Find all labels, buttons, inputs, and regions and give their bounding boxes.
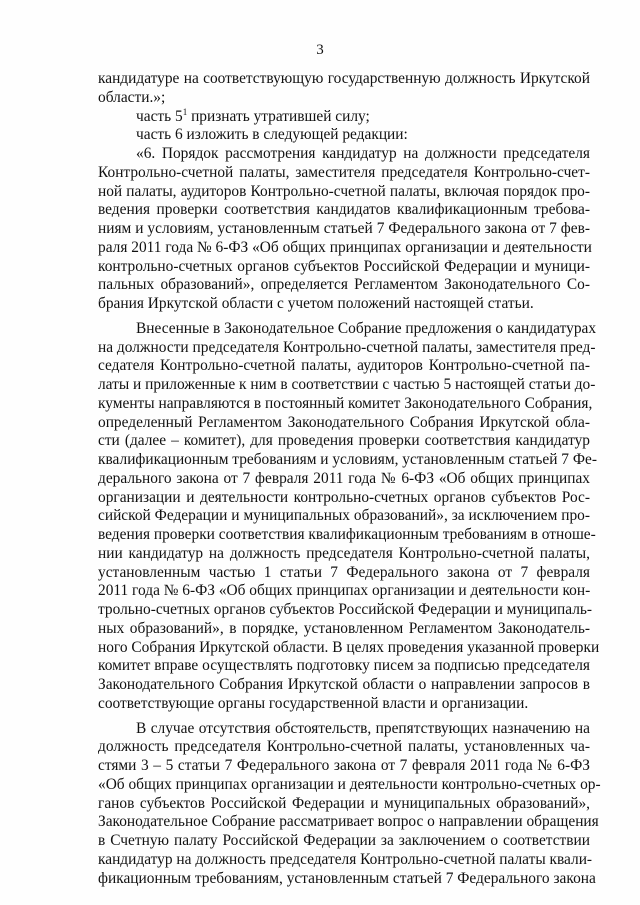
- text-line: В случае отсутствия обстоятельств, препятствующих назначению на: [136, 719, 590, 737]
- text-line: ведения проверки соответствия квалификационным требованиям в отноше-: [98, 526, 596, 543]
- text-line: «Об общих принципах организации и деятельности контрольно-счетных ор-: [98, 775, 601, 793]
- text-line: комитет вправе осуществлять подготовку писем за подписью председателя: [98, 657, 590, 675]
- text-line: соответствующие органы государственной власти и организации.: [98, 694, 529, 712]
- text-line: ниям и условиям, установленным статьей 7 Федерального закона от 7 фев-: [98, 220, 590, 237]
- text-line: Контрольно-счетной палаты, заместителя председателя Контрольно-счет-: [98, 163, 590, 181]
- text-line: раля 2011 года № 6-ФЗ «Об общих принципах организации и деятельности: [98, 238, 592, 256]
- text-line: должность председателя Контрольно-счетной палаты, установленных ча-: [98, 738, 590, 756]
- text-line: 2011 года № 6-ФЗ «Об общих принципах организации и деятельности кон-: [98, 582, 591, 600]
- text-line: Внесенные в Законодательное Собрание предложения о кандидатурах: [136, 319, 597, 337]
- text-line: нии кандидатур на должность председателя Контрольно-счетной палаты,: [98, 544, 590, 562]
- text-line: кандидатур на должность председателя Контрольно-счетной палаты квали-: [98, 850, 593, 868]
- text-line: Законодательное Собрание рассматривает вопрос о направлении обращения: [98, 813, 599, 831]
- text-line: дерального закона от 7 февраля 2011 года № 6-ФЗ «Об общих принципах: [98, 469, 590, 487]
- text-line: определенный Регламентом Законодательного Собрания Иркутской обла-: [98, 413, 590, 431]
- text-line: латы и приложенные к ним в соответствии с частью 5 настоящей статьи до-: [98, 376, 596, 393]
- text-line: области.»;: [98, 88, 166, 106]
- text-line: кандидатуре на соответствующую государственную должность Иркутской: [98, 70, 590, 87]
- text-line: седателя Контрольно-счетной палаты, аудиторов Контрольно-счетной па-: [98, 357, 590, 375]
- text-line: на должности председателя Контрольно-счетной палаты, заместителя пред-: [98, 338, 596, 356]
- text-line: ного Собрания Иркутской области. В целях проведения указанной проверки: [98, 638, 600, 656]
- text-line: ведения проверки соответствия кандидатов квалификационным требова-: [98, 201, 590, 219]
- text-line: контрольно-счетных органов субъектов Российской Федерации и муници-: [98, 257, 590, 275]
- document-body: [98, 70, 601, 888]
- text-fragment: признать утратившей силу;: [191, 107, 370, 125]
- superscript: 1: [182, 106, 188, 117]
- text-line: квалификационным требованиям и условиям, установленным статьей 7 Фе-: [98, 451, 597, 468]
- text-line: ганов субъектов Российской Федерации и муниципальных образований»,: [98, 794, 590, 812]
- text-line: ной палаты, аудиторов Контрольно-счетной палаты, включая порядок про-: [98, 182, 590, 200]
- text-line: трольно-счетных органов субъектов Российской Федерации и муниципаль-: [98, 601, 593, 618]
- text-line: сийской Федерации и муниципальных образований», за исключением про-: [98, 507, 590, 525]
- text-line: часть 6 изложить в следующей редакции:: [136, 126, 408, 144]
- text-line: пальных образований», определяется Регламентом Законодательного Со-: [98, 276, 590, 294]
- text-line: организации и деятельности контрольно-счетных органов субъектов Рос-: [98, 488, 590, 506]
- text-line: фикационным требованиям, установленным статьей 7 Федерального закона: [98, 869, 596, 887]
- text-line: кументы направляются в постоянный комитет Законодательного Собрания,: [98, 394, 593, 412]
- text-line: брания Иркутской области с учетом положений настоящей статьи.: [98, 295, 534, 312]
- text-line: ных образований», в порядке, установленном Регламентом Законодатель-: [98, 619, 590, 637]
- text-fragment: часть 5: [136, 107, 183, 125]
- text-line: сти (далее – комитет), для проведения проверки соответствия кандидатур: [98, 432, 590, 450]
- page-number: 3: [316, 42, 324, 58]
- text-line: [98, 108, 590, 127]
- text-line: установленным частью 1 статьи 7 Федерального закона от 7 февраля: [98, 563, 590, 581]
- text-line: Законодательного Собрания Иркутской области о направлении запросов в: [98, 676, 590, 693]
- text-line: в Счетную палату Российской Федерации за заключением о соответствии: [98, 832, 590, 849]
- text-line: стями 3 – 5 статьи 7 Федерального закона от 7 февраля 2011 года № 6-ФЗ: [98, 757, 590, 774]
- text-line: «6. Порядок рассмотрения кандидатур на должности председателя: [136, 145, 590, 162]
